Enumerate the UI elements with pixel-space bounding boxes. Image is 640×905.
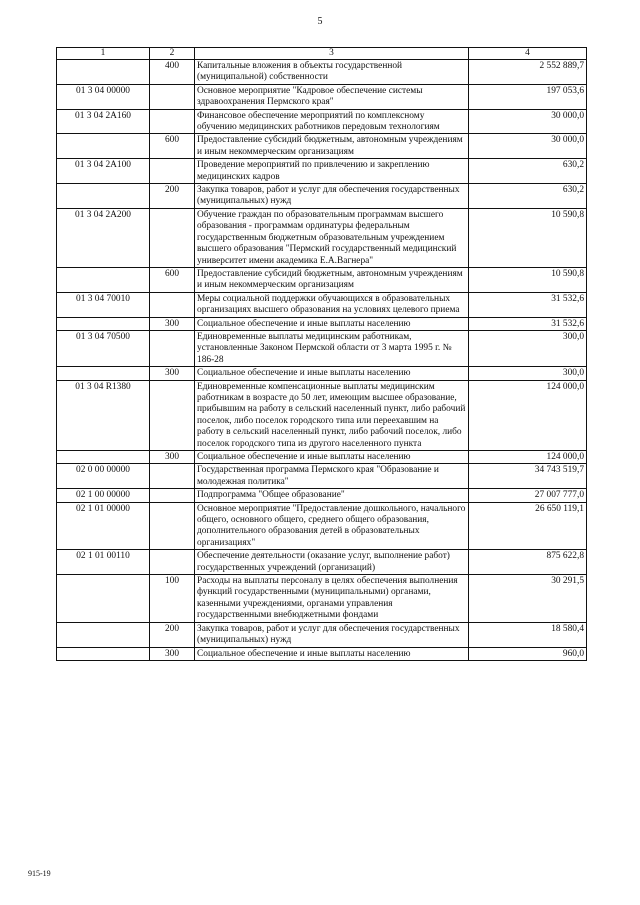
table-row [57, 464, 587, 489]
row-expense-type-cell: 300 [150, 451, 195, 464]
row-code-cell: 02 0 00 00000 [57, 464, 150, 489]
row-amount-cell: 2 552 889,7 [469, 60, 587, 85]
row-amount-cell: 30 291,5 [469, 575, 587, 623]
row-amount-cell: 124 000,0 [469, 451, 587, 464]
row-code-cell [57, 317, 150, 330]
table-row [57, 292, 587, 317]
row-expense-type-cell: 100 [150, 575, 195, 623]
row-code-cell: 02 1 00 00000 [57, 489, 150, 502]
table-row [57, 134, 587, 159]
row-expense-type-cell [150, 109, 195, 134]
row-expense-type-cell [150, 84, 195, 109]
table-row [57, 502, 587, 550]
row-amount-cell: 630,2 [469, 159, 587, 184]
row-name-cell: Финансовое обеспечение мероприятий по комплексному обучению медицинских работников передовым технологиям [195, 109, 469, 134]
table-row [57, 267, 587, 292]
budget-table [56, 47, 587, 661]
row-amount-cell: 10 590,8 [469, 208, 587, 267]
table-row [57, 380, 587, 450]
row-expense-type-cell [150, 550, 195, 575]
row-expense-type-cell [150, 208, 195, 267]
row-amount-cell: 300,0 [469, 330, 587, 366]
table-row [57, 84, 587, 109]
table-row [57, 208, 587, 267]
row-name-cell: Основное мероприятие "Предоставление дошкольного, начального общего, основного общего, среднего общего образования, дополнительного образования детей в образовательных организациях" [195, 502, 469, 550]
row-name-cell: Капитальные вложения в объекты государственной (муниципальной) собственности [195, 60, 469, 85]
table-row [57, 489, 587, 502]
table-row [57, 159, 587, 184]
row-code-cell [57, 451, 150, 464]
row-amount-cell: 34 743 519,7 [469, 464, 587, 489]
row-name-cell: Проведение мероприятий по привлечению и закреплению медицинских кадров [195, 159, 469, 184]
row-expense-type-cell: 400 [150, 60, 195, 85]
row-amount-cell: 10 590,8 [469, 267, 587, 292]
row-expense-type-cell: 200 [150, 622, 195, 647]
row-expense-type-cell [150, 380, 195, 450]
header-cell-type: 2 [150, 48, 195, 60]
row-name-cell: Социальное обеспечение и иные выплаты населению [195, 317, 469, 330]
row-code-cell: 01 3 04 R1380 [57, 380, 150, 450]
row-code-cell [57, 367, 150, 380]
row-name-cell: Обучение граждан по образовательным программам высшего образования - программам ординатуры федеральным государственным бюджетным образовательным учреждением высшего образования "Пермский государственный медицинский университет имени академика Е.А.Вагнера" [195, 208, 469, 267]
row-amount-cell: 875 622,8 [469, 550, 587, 575]
row-amount-cell: 630,2 [469, 184, 587, 209]
row-expense-type-cell [150, 330, 195, 366]
row-amount-cell: 27 007 777,0 [469, 489, 587, 502]
document-code: 915-19 [28, 869, 51, 878]
row-code-cell: 02 1 01 00000 [57, 502, 150, 550]
row-amount-cell: 31 532,6 [469, 292, 587, 317]
row-name-cell: Предоставление субсидий бюджетным, автономным учреждениям и иным некоммерческим организациям [195, 134, 469, 159]
row-code-cell [57, 575, 150, 623]
budget-table-body [57, 48, 587, 661]
row-amount-cell: 26 650 119,1 [469, 502, 587, 550]
table-row [57, 647, 587, 660]
row-code-cell: 01 3 04 2А100 [57, 159, 150, 184]
row-code-cell: 01 3 04 70010 [57, 292, 150, 317]
row-code-cell: 01 3 04 2А200 [57, 208, 150, 267]
row-name-cell: Обеспечение деятельности (оказание услуг, выполнение работ) государственных учреждений (организаций) [195, 550, 469, 575]
table-row [57, 317, 587, 330]
row-amount-cell: 197 053,6 [469, 84, 587, 109]
row-expense-type-cell: 200 [150, 184, 195, 209]
row-name-cell: Закупка товаров, работ и услуг для обеспечения государственных (муниципальных) нужд [195, 184, 469, 209]
row-expense-type-cell: 300 [150, 317, 195, 330]
row-expense-type-cell [150, 489, 195, 502]
row-name-cell: Единовременные компенсационные выплаты медицинским работникам в возрасте до 50 лет, имеющим высшее образование, прибывшим на работу в сельский населенный пункт, либо рабочий поселок, либо поселок городского типа или переехавшим на работу в сельский населенный пункт, либо рабочий поселок, либо поселок городского типа из другого населенного пункта [195, 380, 469, 450]
table-row [57, 60, 587, 85]
table-row [57, 622, 587, 647]
row-amount-cell: 31 532,6 [469, 317, 587, 330]
row-expense-type-cell: 300 [150, 367, 195, 380]
row-expense-type-cell [150, 502, 195, 550]
table-row [57, 109, 587, 134]
row-name-cell: Подпрограмма "Общее образование" [195, 489, 469, 502]
row-amount-cell: 960,0 [469, 647, 587, 660]
row-amount-cell: 18 580,4 [469, 622, 587, 647]
table-header-row [57, 48, 587, 60]
row-code-cell: 02 1 01 00110 [57, 550, 150, 575]
row-name-cell: Социальное обеспечение и иные выплаты населению [195, 647, 469, 660]
page-number: 5 [317, 16, 323, 27]
row-expense-type-cell: 600 [150, 267, 195, 292]
table-row [57, 330, 587, 366]
row-name-cell: Предоставление субсидий бюджетным, автономным учреждениям и иным некоммерческим организациям [195, 267, 469, 292]
row-expense-type-cell: 300 [150, 647, 195, 660]
row-expense-type-cell: 600 [150, 134, 195, 159]
header-cell-code: 1 [57, 48, 150, 60]
table-row [57, 184, 587, 209]
row-name-cell: Единовременные выплаты медицинским работникам, установленные Законом Пермской области от 3 марта 1995 г. № 186-28 [195, 330, 469, 366]
table-row [57, 367, 587, 380]
row-code-cell: 01 3 04 00000 [57, 84, 150, 109]
row-amount-cell: 300,0 [469, 367, 587, 380]
row-code-cell [57, 134, 150, 159]
row-code-cell: 01 3 04 2А160 [57, 109, 150, 134]
header-cell-amount: 4 [469, 48, 587, 60]
row-expense-type-cell [150, 464, 195, 489]
row-code-cell [57, 60, 150, 85]
row-expense-type-cell [150, 159, 195, 184]
header-cell-name: 3 [195, 48, 469, 60]
row-name-cell: Социальное обеспечение и иные выплаты населению [195, 367, 469, 380]
row-amount-cell: 124 000,0 [469, 380, 587, 450]
row-name-cell: Меры социальной поддержки обучающихся в образовательных организациях высшего образования на условиях целевого приема [195, 292, 469, 317]
row-code-cell [57, 647, 150, 660]
row-name-cell: Закупка товаров, работ и услуг для обеспечения государственных (муниципальных) нужд [195, 622, 469, 647]
table-row [57, 451, 587, 464]
row-expense-type-cell [150, 292, 195, 317]
row-amount-cell: 30 000,0 [469, 134, 587, 159]
row-code-cell [57, 184, 150, 209]
row-name-cell: Государственная программа Пермского края "Образование и молодежная политика" [195, 464, 469, 489]
row-name-cell: Расходы на выплаты персоналу в целях обеспечения выполнения функций государственными (муниципальными) органами, казенными учреждениями, органами управления государственными внебюджетными фондами [195, 575, 469, 623]
row-code-cell [57, 267, 150, 292]
table-row [57, 575, 587, 623]
row-code-cell [57, 622, 150, 647]
row-code-cell: 01 3 04 70500 [57, 330, 150, 366]
table-row [57, 550, 587, 575]
row-name-cell: Основное мероприятие "Кадровое обеспечение системы здравоохранения Пермского края" [195, 84, 469, 109]
row-amount-cell: 30 000,0 [469, 109, 587, 134]
row-name-cell: Социальное обеспечение и иные выплаты населению [195, 451, 469, 464]
